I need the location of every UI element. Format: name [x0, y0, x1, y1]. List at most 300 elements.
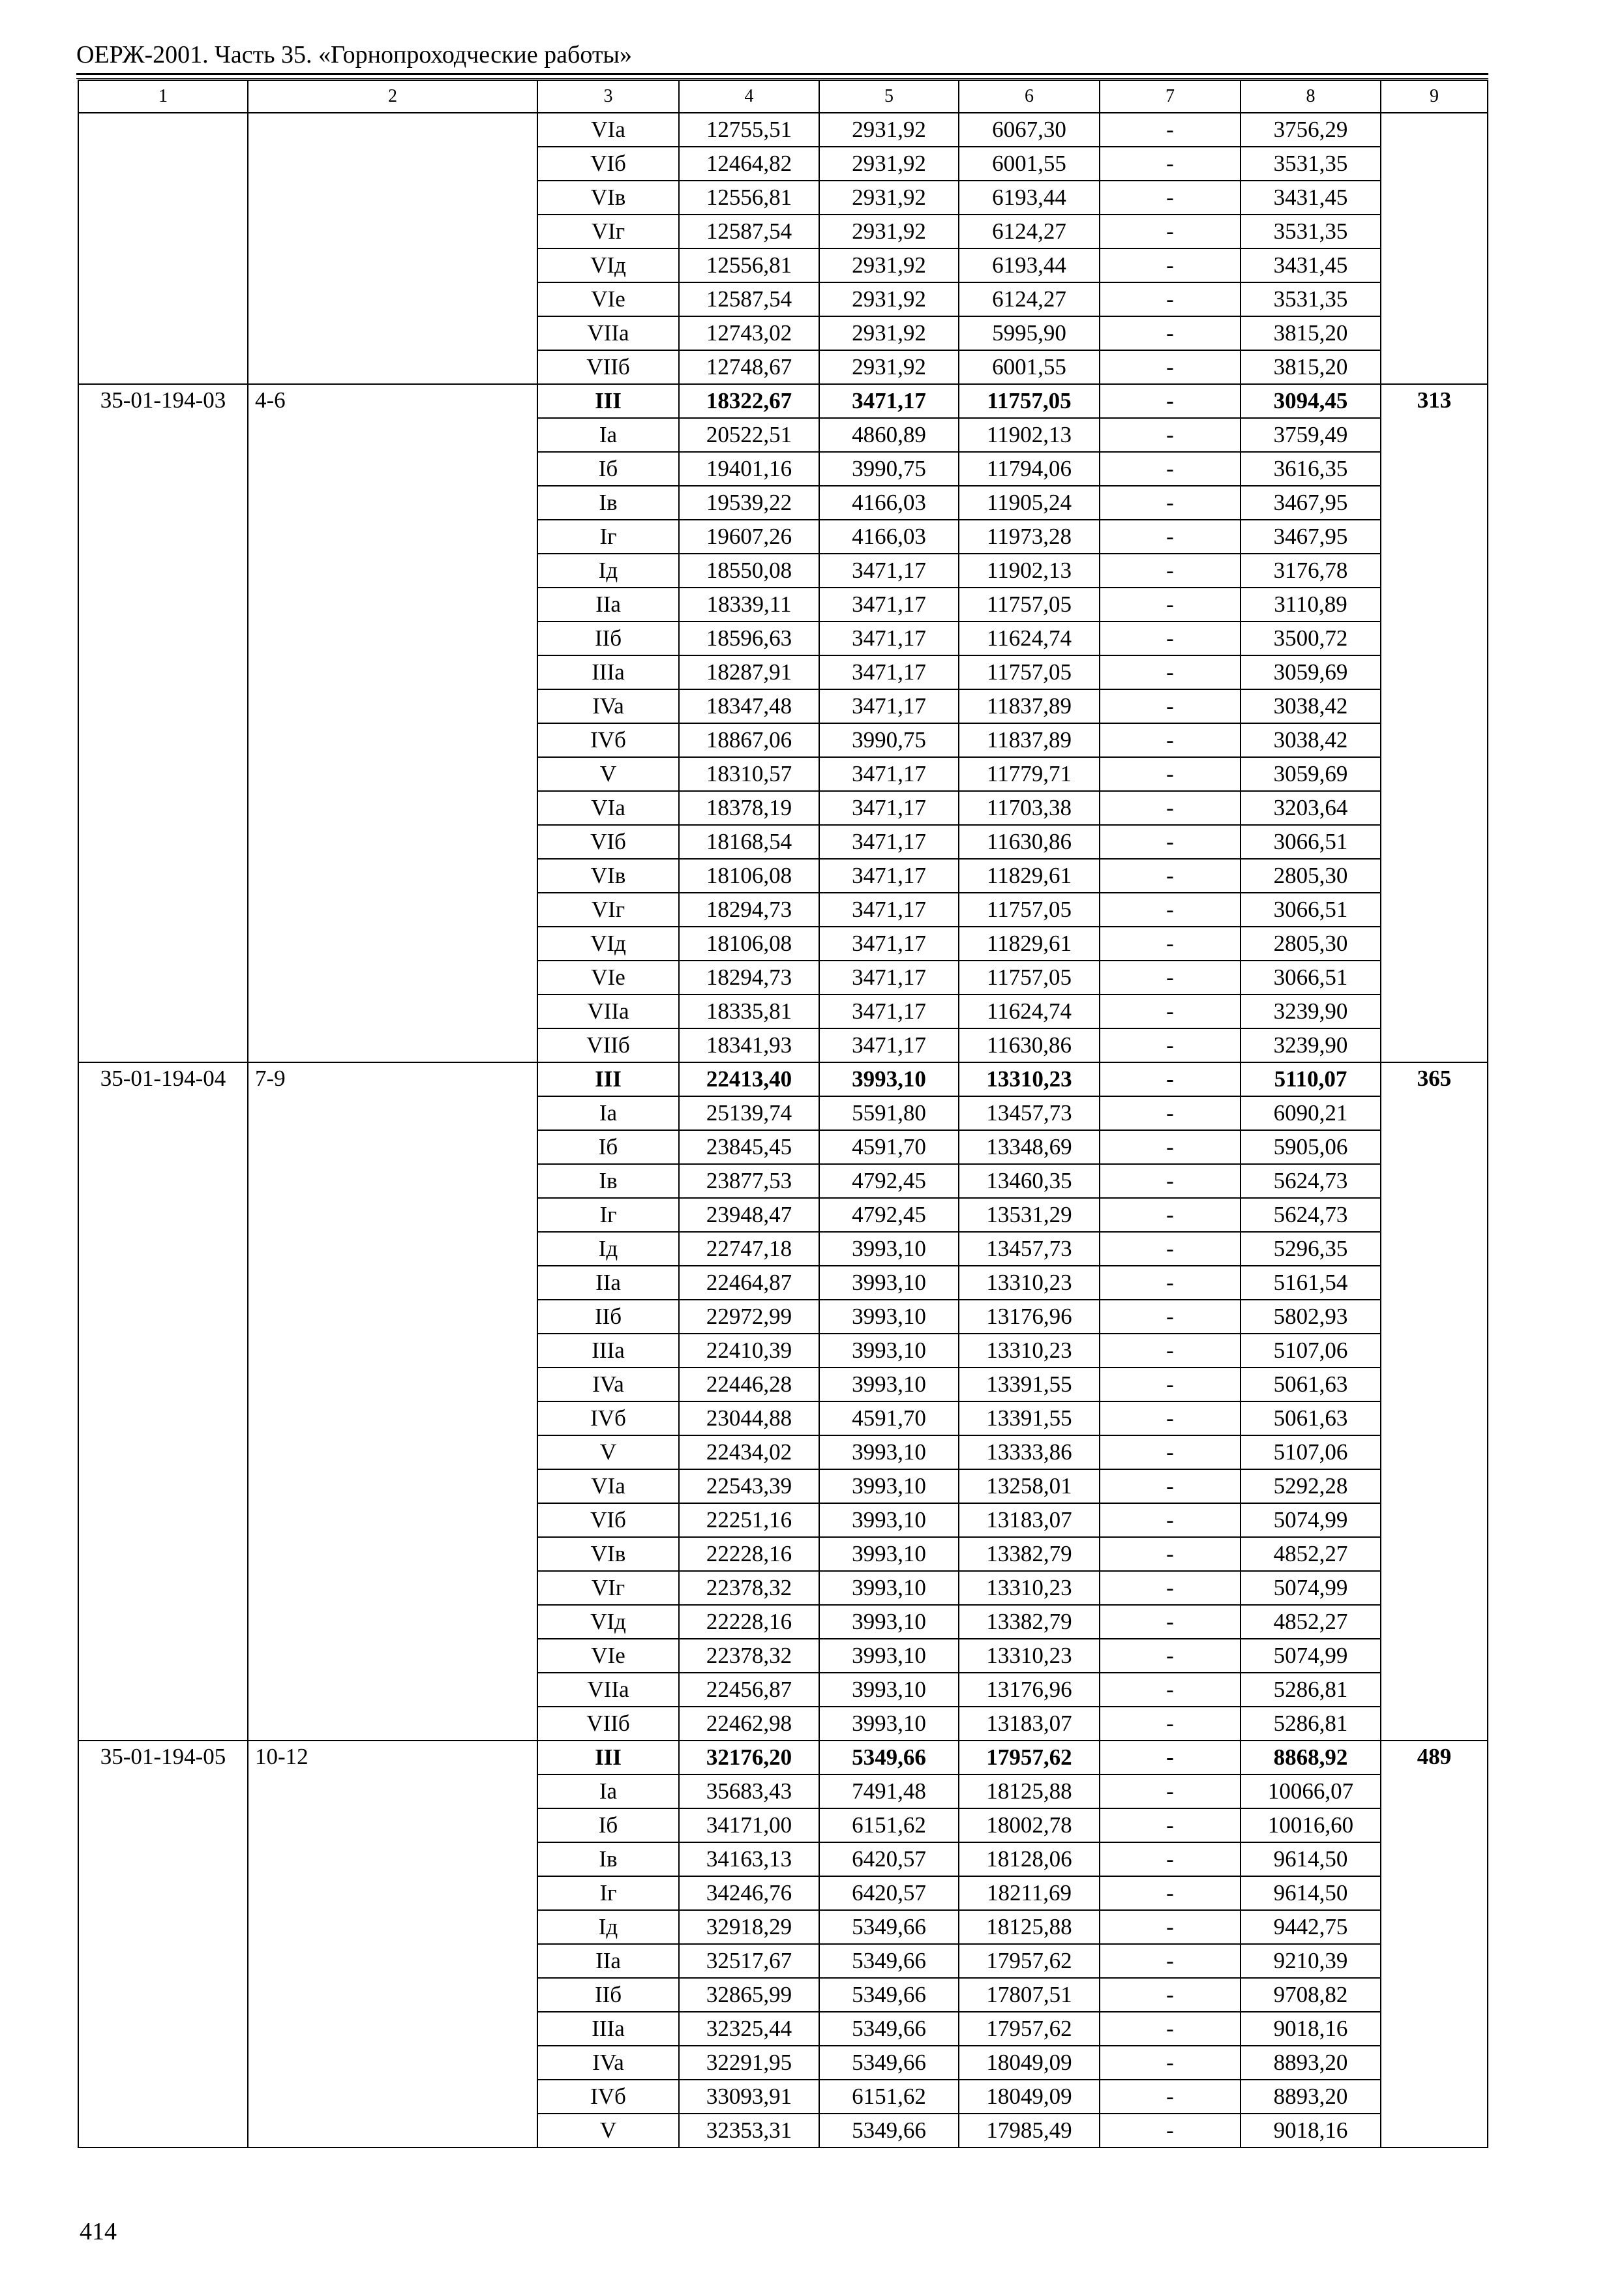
category-cell: Ia: [537, 1774, 679, 1808]
value-cell: 18128,06: [959, 1842, 1100, 1876]
category-cell: VIе: [537, 961, 679, 995]
value-cell: -: [1100, 859, 1241, 893]
value-cell: 5349,66: [819, 2114, 959, 2147]
value-cell: 3531,35: [1241, 147, 1381, 181]
value-cell: -: [1100, 2046, 1241, 2080]
value-cell: 18106,08: [679, 927, 819, 961]
value-cell: 17807,51: [959, 1978, 1100, 2012]
value-cell: -: [1100, 2012, 1241, 2046]
value-cell: 3110,89: [1241, 588, 1381, 621]
value-cell: 11624,74: [959, 995, 1100, 1028]
value-cell: 3431,45: [1241, 248, 1381, 282]
value-cell: 18049,09: [959, 2080, 1100, 2114]
category-cell: Iв: [537, 486, 679, 520]
value-cell: 11829,61: [959, 927, 1100, 961]
value-cell: 12464,82: [679, 147, 819, 181]
value-cell: -: [1100, 1300, 1241, 1334]
table-row: [78, 1741, 1488, 1774]
value-cell: 22543,39: [679, 1469, 819, 1503]
parameter-cell: [248, 113, 537, 384]
value-cell: 22251,16: [679, 1503, 819, 1537]
value-cell: 17985,49: [959, 2114, 1100, 2147]
value-cell: 13258,01: [959, 1469, 1100, 1503]
value-cell: 5802,93: [1241, 1300, 1381, 1334]
value-cell: 3759,49: [1241, 418, 1381, 452]
value-cell: 3471,17: [819, 554, 959, 588]
table-row: [78, 1062, 1488, 1096]
value-cell: -: [1100, 1266, 1241, 1300]
code-cell: 35-01-194-03: [78, 384, 248, 1062]
value-cell: 9210,39: [1241, 1944, 1381, 1978]
value-cell: 4166,03: [819, 520, 959, 554]
value-cell: 5074,99: [1241, 1503, 1381, 1537]
value-cell: -: [1100, 995, 1241, 1028]
category-cell: VIд: [537, 248, 679, 282]
value-cell: 5061,63: [1241, 1401, 1381, 1435]
value-cell: 4852,27: [1241, 1605, 1381, 1639]
value-cell: 13348,69: [959, 1130, 1100, 1164]
value-cell: 3203,64: [1241, 791, 1381, 825]
category-cell: Ia: [537, 418, 679, 452]
value-cell: -: [1100, 1164, 1241, 1198]
category-cell: Ia: [537, 1096, 679, 1130]
column-number-cell: 2: [248, 80, 537, 113]
value-cell: 32176,20: [679, 1741, 819, 1774]
value-cell: 17957,62: [959, 1741, 1100, 1774]
value-cell: 4860,89: [819, 418, 959, 452]
column-number-cell: 6: [959, 80, 1100, 113]
value-cell: 11703,38: [959, 791, 1100, 825]
value-cell: 13183,07: [959, 1707, 1100, 1741]
category-cell: VIIa: [537, 316, 679, 350]
value-cell: -: [1100, 588, 1241, 621]
value-cell: 13310,23: [959, 1266, 1100, 1300]
value-cell: 10016,60: [1241, 1808, 1381, 1842]
category-cell: VIIa: [537, 995, 679, 1028]
value-cell: 22446,28: [679, 1368, 819, 1401]
value-cell: 3038,42: [1241, 723, 1381, 757]
column-number-cell: 5: [819, 80, 959, 113]
category-cell: IIб: [537, 1978, 679, 2012]
value-cell: 5161,54: [1241, 1266, 1381, 1300]
value-cell: 3431,45: [1241, 181, 1381, 215]
value-cell: 3993,10: [819, 1503, 959, 1537]
value-cell: 18867,06: [679, 723, 819, 757]
value-cell: 22228,16: [679, 1537, 819, 1571]
value-cell: 3471,17: [819, 893, 959, 927]
value-cell: -: [1100, 1334, 1241, 1368]
value-cell: 4852,27: [1241, 1537, 1381, 1571]
category-cell: IIIa: [537, 1334, 679, 1368]
value-cell: 3531,35: [1241, 215, 1381, 248]
value-cell: 23044,88: [679, 1401, 819, 1435]
value-cell: 3239,90: [1241, 995, 1381, 1028]
category-cell: VIIa: [537, 1673, 679, 1707]
column-number-cell: 1: [78, 80, 248, 113]
value-cell: 3531,35: [1241, 282, 1381, 316]
value-cell: 5286,81: [1241, 1673, 1381, 1707]
value-cell: 3993,10: [819, 1334, 959, 1368]
value-cell: -: [1100, 1842, 1241, 1876]
parameter-cell: 7-9: [248, 1062, 537, 1741]
category-cell: IIa: [537, 588, 679, 621]
category-cell: VIб: [537, 147, 679, 181]
category-cell: Iг: [537, 1876, 679, 1910]
value-cell: 8893,20: [1241, 2046, 1381, 2080]
value-cell: 3038,42: [1241, 689, 1381, 723]
value-cell: -: [1100, 1062, 1241, 1096]
column-number-cell: 4: [679, 80, 819, 113]
category-cell: IVa: [537, 689, 679, 723]
category-cell: IVб: [537, 723, 679, 757]
value-cell: -: [1100, 757, 1241, 791]
category-cell: Iд: [537, 1910, 679, 1944]
category-cell: Iг: [537, 520, 679, 554]
value-cell: 5074,99: [1241, 1639, 1381, 1673]
value-cell: 2805,30: [1241, 859, 1381, 893]
value-cell: 22378,32: [679, 1571, 819, 1605]
value-cell: 22972,99: [679, 1300, 819, 1334]
value-cell: -: [1100, 384, 1241, 418]
value-cell: 22413,40: [679, 1062, 819, 1096]
table-row: [78, 384, 1488, 418]
value-cell: 11757,05: [959, 655, 1100, 689]
category-cell: V: [537, 2114, 679, 2147]
value-cell: 20522,51: [679, 418, 819, 452]
category-cell: Iб: [537, 1130, 679, 1164]
category-cell: IIIa: [537, 2012, 679, 2046]
value-cell: 3815,20: [1241, 316, 1381, 350]
value-cell: 5110,07: [1241, 1062, 1381, 1096]
value-cell: -: [1100, 655, 1241, 689]
value-cell: -: [1100, 350, 1241, 384]
value-cell: 9018,16: [1241, 2114, 1381, 2147]
code-cell: [78, 113, 248, 384]
value-cell: 13457,73: [959, 1096, 1100, 1130]
value-cell: -: [1100, 248, 1241, 282]
column-number-cell: 9: [1381, 80, 1488, 113]
category-cell: VIг: [537, 215, 679, 248]
value-cell: 9614,50: [1241, 1876, 1381, 1910]
value-cell: 6193,44: [959, 181, 1100, 215]
value-cell: -: [1100, 1028, 1241, 1062]
value-cell: 4792,45: [819, 1198, 959, 1232]
value-cell: -: [1100, 520, 1241, 554]
value-cell: 18106,08: [679, 859, 819, 893]
value-cell: 8893,20: [1241, 2080, 1381, 2114]
value-cell: 11624,74: [959, 621, 1100, 655]
parameter-cell: 4-6: [248, 384, 537, 1062]
value-cell: 18211,69: [959, 1876, 1100, 1910]
category-cell: VIг: [537, 1571, 679, 1605]
category-cell: Iв: [537, 1164, 679, 1198]
value-cell: 5349,66: [819, 2012, 959, 2046]
value-cell: -: [1100, 1944, 1241, 1978]
value-cell: -: [1100, 215, 1241, 248]
value-cell: -: [1100, 1232, 1241, 1266]
page-header-title: ОЕРЖ-2001. Часть 35. «Горнопроходческие работы»: [76, 41, 632, 68]
table-row: [78, 113, 1488, 147]
value-cell: -: [1100, 2080, 1241, 2114]
value-cell: 5107,06: [1241, 1435, 1381, 1469]
category-cell: III: [537, 1741, 679, 1774]
parameter-cell: 10-12: [248, 1741, 537, 2147]
value-cell: 18347,48: [679, 689, 819, 723]
value-cell: -: [1100, 1571, 1241, 1605]
value-cell: 3471,17: [819, 859, 959, 893]
value-cell: 13333,86: [959, 1435, 1100, 1469]
value-cell: 22462,98: [679, 1707, 819, 1741]
value-cell: 3993,10: [819, 1266, 959, 1300]
category-cell: VIд: [537, 1605, 679, 1639]
category-cell: VIв: [537, 1537, 679, 1571]
category-cell: IVб: [537, 2080, 679, 2114]
value-cell: 7491,48: [819, 1774, 959, 1808]
value-cell: 11757,05: [959, 961, 1100, 995]
value-cell: 11757,05: [959, 893, 1100, 927]
value-cell: 3616,35: [1241, 452, 1381, 486]
value-cell: 18125,88: [959, 1774, 1100, 1808]
value-cell: 18378,19: [679, 791, 819, 825]
value-cell: 23948,47: [679, 1198, 819, 1232]
category-cell: III: [537, 1062, 679, 1096]
value-cell: 22456,87: [679, 1673, 819, 1707]
value-cell: 5591,80: [819, 1096, 959, 1130]
value-cell: 6124,27: [959, 282, 1100, 316]
value-cell: 34163,13: [679, 1842, 819, 1876]
value-cell: -: [1100, 1503, 1241, 1537]
value-cell: 3993,10: [819, 1368, 959, 1401]
value-cell: 2931,92: [819, 215, 959, 248]
value-cell: 32517,67: [679, 1944, 819, 1978]
value-cell: 22228,16: [679, 1605, 819, 1639]
value-cell: 22410,39: [679, 1334, 819, 1368]
category-cell: VIг: [537, 893, 679, 927]
value-cell: -: [1100, 1808, 1241, 1842]
value-cell: 5624,73: [1241, 1198, 1381, 1232]
value-cell: 3471,17: [819, 927, 959, 961]
value-cell: 3993,10: [819, 1605, 959, 1639]
value-cell: 8868,92: [1241, 1741, 1381, 1774]
value-cell: 32325,44: [679, 2012, 819, 2046]
value-cell: 13382,79: [959, 1605, 1100, 1639]
value-cell: 3471,17: [819, 621, 959, 655]
value-cell: 22378,32: [679, 1639, 819, 1673]
value-cell: 35683,43: [679, 1774, 819, 1808]
category-cell: IIб: [537, 621, 679, 655]
value-cell: 2931,92: [819, 316, 959, 350]
value-cell: -: [1100, 554, 1241, 588]
value-cell: 3066,51: [1241, 961, 1381, 995]
category-cell: VIв: [537, 859, 679, 893]
value-cell: 18550,08: [679, 554, 819, 588]
category-cell: Iд: [537, 1232, 679, 1266]
value-cell: -: [1100, 147, 1241, 181]
value-cell: 3467,95: [1241, 520, 1381, 554]
value-cell: -: [1100, 282, 1241, 316]
page-number: 414: [80, 2218, 117, 2245]
value-cell: 3993,10: [819, 1707, 959, 1741]
value-cell: 5292,28: [1241, 1469, 1381, 1503]
value-cell: 19539,22: [679, 486, 819, 520]
value-cell: -: [1100, 181, 1241, 215]
value-cell: 12556,81: [679, 181, 819, 215]
value-cell: 5349,66: [819, 2046, 959, 2080]
value-cell: -: [1100, 825, 1241, 859]
value-cell: 19607,26: [679, 520, 819, 554]
value-cell: -: [1100, 1198, 1241, 1232]
value-cell: 9442,75: [1241, 1910, 1381, 1944]
category-cell: VIд: [537, 927, 679, 961]
category-cell: IVa: [537, 1368, 679, 1401]
value-cell: -: [1100, 113, 1241, 147]
value-cell: 5905,06: [1241, 1130, 1381, 1164]
value-cell: 11837,89: [959, 689, 1100, 723]
category-cell: IVб: [537, 1401, 679, 1435]
value-cell: 3059,69: [1241, 655, 1381, 689]
category-cell: V: [537, 1435, 679, 1469]
value-cell: 3059,69: [1241, 757, 1381, 791]
value-cell: 2931,92: [819, 113, 959, 147]
category-cell: Iб: [537, 1808, 679, 1842]
value-cell: 2931,92: [819, 282, 959, 316]
value-cell: 18335,81: [679, 995, 819, 1028]
value-cell: 18341,93: [679, 1028, 819, 1062]
value-cell: 11902,13: [959, 554, 1100, 588]
value-cell: 18168,54: [679, 825, 819, 859]
value-cell: 25139,74: [679, 1096, 819, 1130]
value-cell: -: [1100, 486, 1241, 520]
value-cell: 5074,99: [1241, 1571, 1381, 1605]
category-cell: V: [537, 757, 679, 791]
value-cell: 11630,86: [959, 825, 1100, 859]
value-cell: 4591,70: [819, 1401, 959, 1435]
value-cell: -: [1100, 1605, 1241, 1639]
value-cell: -: [1100, 1978, 1241, 2012]
value-cell: 13176,96: [959, 1673, 1100, 1707]
value-cell: 23845,45: [679, 1130, 819, 1164]
value-cell: 13382,79: [959, 1537, 1100, 1571]
value-cell: 13457,73: [959, 1232, 1100, 1266]
column-number-cell: 7: [1100, 80, 1241, 113]
value-cell: -: [1100, 1876, 1241, 1910]
value-cell: 6420,57: [819, 1876, 959, 1910]
category-cell: VIб: [537, 825, 679, 859]
value-cell: 4792,45: [819, 1164, 959, 1198]
column-number-row: [78, 80, 1488, 113]
value-cell: 11630,86: [959, 1028, 1100, 1062]
value-cell: 33093,91: [679, 2080, 819, 2114]
value-cell: 22434,02: [679, 1435, 819, 1469]
value-cell: 22747,18: [679, 1232, 819, 1266]
value-cell: 9018,16: [1241, 2012, 1381, 2046]
value-cell: 13310,23: [959, 1571, 1100, 1605]
value-cell: 9708,82: [1241, 1978, 1381, 2012]
value-cell: 11757,05: [959, 588, 1100, 621]
value-cell: 12587,54: [679, 215, 819, 248]
value-cell: 11757,05: [959, 384, 1100, 418]
category-cell: Iг: [537, 1198, 679, 1232]
value-cell: 5995,90: [959, 316, 1100, 350]
value-cell: 3471,17: [819, 689, 959, 723]
value-cell: 11779,71: [959, 757, 1100, 791]
value-cell: -: [1100, 1435, 1241, 1469]
code-cell: 35-01-194-05: [78, 1741, 248, 2147]
header-rule: [76, 78, 1488, 79]
value-cell: 5107,06: [1241, 1334, 1381, 1368]
value-cell: 34171,00: [679, 1808, 819, 1842]
value-cell: -: [1100, 316, 1241, 350]
value-cell: 5349,66: [819, 1741, 959, 1774]
value-cell: -: [1100, 1639, 1241, 1673]
value-cell: 3471,17: [819, 791, 959, 825]
value-cell: 4591,70: [819, 1130, 959, 1164]
value-cell: 6124,27: [959, 215, 1100, 248]
category-cell: VIб: [537, 1503, 679, 1537]
value-cell: 18596,63: [679, 621, 819, 655]
value-cell: -: [1100, 723, 1241, 757]
value-cell: -: [1100, 1774, 1241, 1808]
value-cell: 32918,29: [679, 1910, 819, 1944]
value-cell: 5349,66: [819, 1910, 959, 1944]
value-cell: 11973,28: [959, 520, 1100, 554]
category-cell: VIIб: [537, 350, 679, 384]
category-cell: VIIб: [537, 1707, 679, 1741]
value-cell: 13310,23: [959, 1639, 1100, 1673]
value-cell: 3471,17: [819, 384, 959, 418]
value-cell: 34246,76: [679, 1876, 819, 1910]
total-cell: [1381, 113, 1488, 384]
value-cell: 5061,63: [1241, 1368, 1381, 1401]
value-cell: -: [1100, 961, 1241, 995]
category-cell: IIa: [537, 1944, 679, 1978]
category-cell: IIб: [537, 1300, 679, 1334]
value-cell: 6001,55: [959, 350, 1100, 384]
value-cell: 13391,55: [959, 1368, 1100, 1401]
column-number-cell: 8: [1241, 80, 1381, 113]
value-cell: 5349,66: [819, 1978, 959, 2012]
value-cell: 5349,66: [819, 1944, 959, 1978]
value-cell: -: [1100, 893, 1241, 927]
code-cell: 35-01-194-04: [78, 1062, 248, 1741]
value-cell: -: [1100, 1741, 1241, 1774]
value-cell: -: [1100, 452, 1241, 486]
value-cell: 3993,10: [819, 1232, 959, 1266]
value-cell: -: [1100, 2114, 1241, 2147]
total-cell: 489: [1381, 1741, 1488, 2147]
value-cell: 6193,44: [959, 248, 1100, 282]
value-cell: -: [1100, 1130, 1241, 1164]
value-cell: 3993,10: [819, 1300, 959, 1334]
value-cell: 12748,67: [679, 350, 819, 384]
value-cell: 13183,07: [959, 1503, 1100, 1537]
value-cell: 2931,92: [819, 248, 959, 282]
value-cell: -: [1100, 1707, 1241, 1741]
value-cell: 10066,07: [1241, 1774, 1381, 1808]
value-cell: 3993,10: [819, 1673, 959, 1707]
value-cell: -: [1100, 927, 1241, 961]
value-cell: 3993,10: [819, 1469, 959, 1503]
value-cell: 18049,09: [959, 2046, 1100, 2080]
value-cell: 3094,45: [1241, 384, 1381, 418]
value-cell: 3471,17: [819, 825, 959, 859]
column-number-cell: 3: [537, 80, 679, 113]
value-cell: 18294,73: [679, 893, 819, 927]
value-cell: 17957,62: [959, 1944, 1100, 1978]
value-cell: 12556,81: [679, 248, 819, 282]
value-cell: 2931,92: [819, 350, 959, 384]
value-cell: 32865,99: [679, 1978, 819, 2012]
